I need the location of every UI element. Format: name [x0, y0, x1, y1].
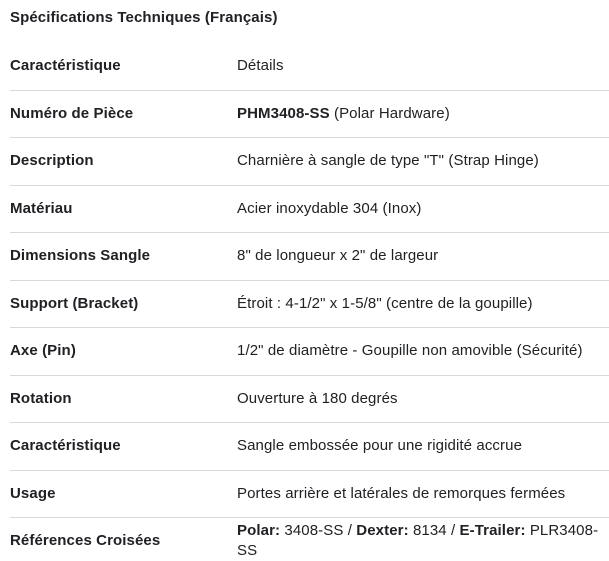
table-row — [10, 138, 609, 186]
row-details: Sangle embossée pour une rigidité accrue — [237, 437, 523, 455]
row-details: Portes arrière et latérales de remorques fermées — [237, 484, 566, 502]
row-details: Charnière à sangle de type "T" (Strap Hinge) — [237, 152, 539, 170]
spec-table — [10, 43, 609, 561]
table-row — [10, 376, 609, 424]
row-label: Matériau — [10, 199, 73, 217]
row-label: Usage — [10, 484, 56, 502]
header-details: Détails — [237, 57, 284, 75]
table-row — [10, 233, 609, 281]
header-feature: Caractéristique — [10, 57, 121, 75]
table-row — [10, 518, 609, 561]
table-row — [10, 186, 609, 234]
row-details: 1/2" de diamètre - Goupille non amovible (Sécurité) — [237, 342, 583, 360]
row-label: Dimensions Sangle — [10, 247, 151, 265]
row-details: Polar: 3408-SS / Dexter: 8134 / E-Trailer: PLR3408-SS — [237, 522, 599, 560]
row-details: 8" de longueur x 2" de largeur — [237, 247, 439, 265]
table-header-row — [10, 43, 609, 91]
page-title: Spécifications Techniques (Français) — [10, 9, 278, 26]
row-label: Caractéristique — [10, 437, 121, 455]
row-details: Étroit : 4-1/2" x 1-5/8" (centre de la goupille) — [237, 294, 533, 312]
row-label: Support (Bracket) — [10, 294, 139, 312]
row-details: Ouverture à 180 degrés — [237, 389, 398, 407]
row-label: Numéro de Pièce — [10, 104, 134, 122]
table-row — [10, 328, 609, 376]
row-label: Rotation — [10, 389, 72, 407]
row-details: Acier inoxydable 304 (Inox) — [237, 199, 422, 217]
row-label: Références Croisées — [10, 532, 161, 550]
table-row — [10, 471, 609, 519]
row-label: Description — [10, 152, 94, 170]
table-row — [10, 91, 609, 139]
row-details: PHM3408-SS (Polar Hardware) — [237, 104, 450, 122]
table-row — [10, 281, 609, 329]
table-row — [10, 423, 609, 471]
row-label: Axe (Pin) — [10, 342, 76, 360]
